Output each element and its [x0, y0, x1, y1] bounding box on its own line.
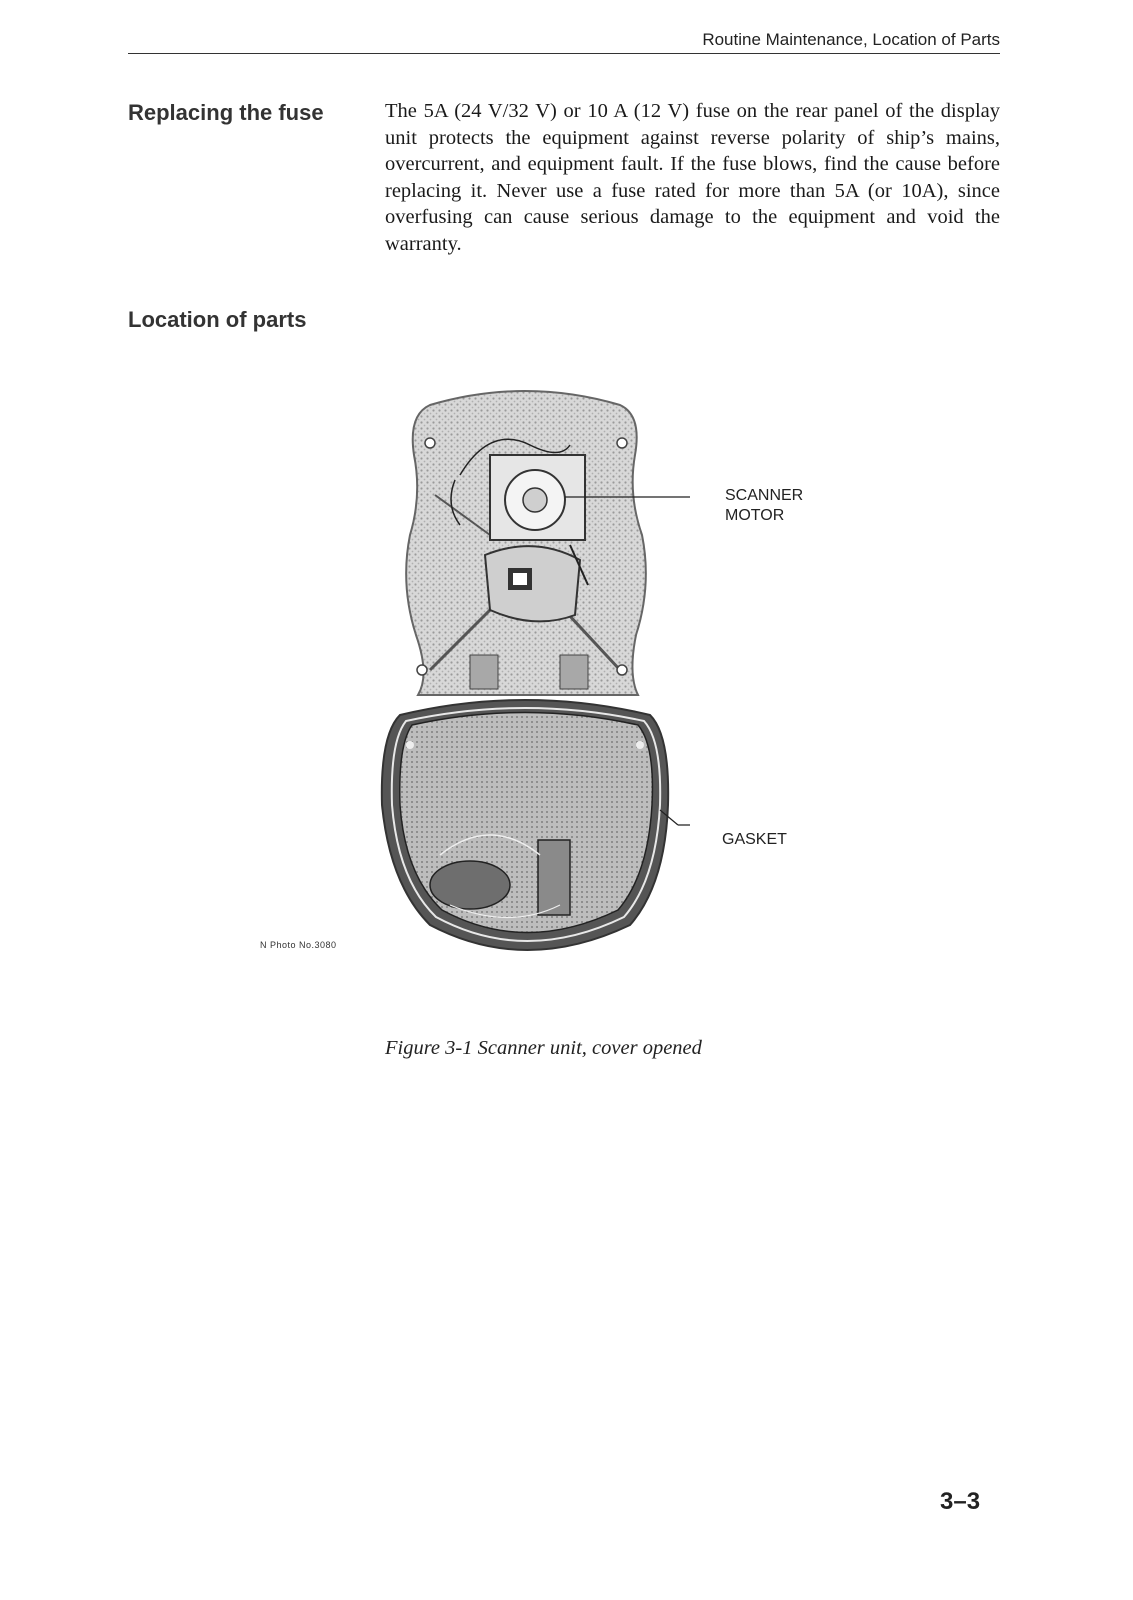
- section-heading-location: Location of parts: [128, 307, 307, 332]
- callout-scanner-motor-line2: MOTOR: [725, 507, 785, 524]
- scanner-cover-lower: [382, 700, 668, 950]
- running-header: Routine Maintenance, Location of Parts: [702, 30, 1000, 49]
- scanner-unit-photo: [360, 385, 690, 995]
- callout-scanner-motor: [725, 486, 803, 526]
- figure-caption: Figure 3-1 Scanner unit, cover opened: [385, 1037, 702, 1059]
- scanner-housing-upper: [406, 391, 646, 695]
- callout-gasket: GASKET: [722, 831, 787, 848]
- fuse-paragraph: The 5A (24 V/32 V) or 10 A (12 V) fuse on the rear panel of the display unit protects the equipment against reverse polarity of ship’s mains, overcurrent, and equipment fault. If the fuse blows, find the cause before replacing it. Never use a fuse rated for more than 5A (or 10A), since overfusing can cause serious damage to the equipment and void the warranty.: [385, 100, 1000, 255]
- callout-scanner-motor-line1: SCANNER: [725, 487, 804, 504]
- photo-number: N Photo No.3080: [260, 940, 337, 950]
- header-rule: [128, 53, 1000, 54]
- section-heading-fuse: Replacing the fuse: [128, 100, 324, 125]
- page-number: 3–3: [940, 1488, 981, 1515]
